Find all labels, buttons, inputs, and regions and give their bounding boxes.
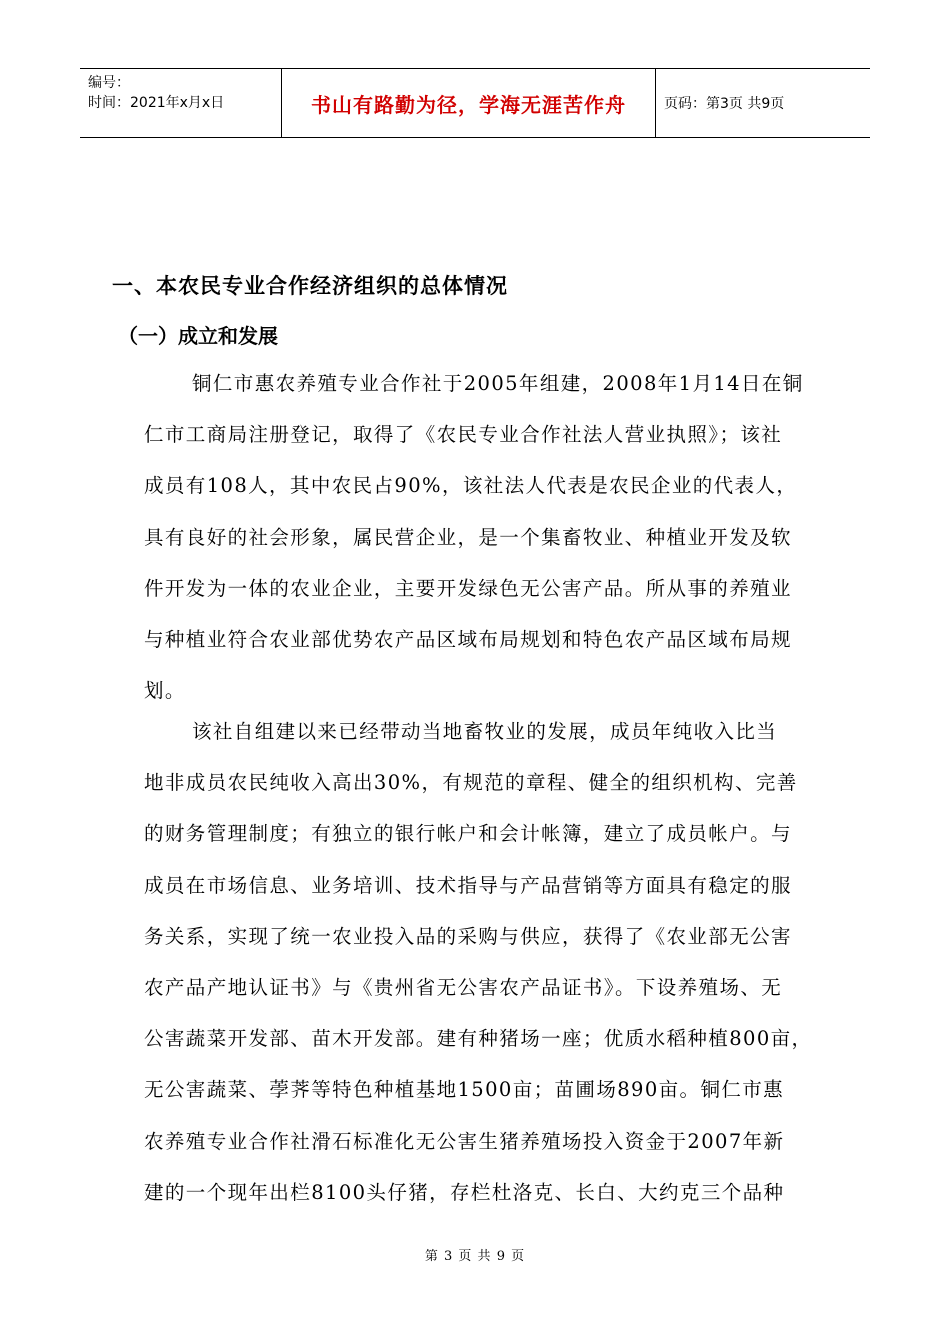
paragraph-line: 地非成员农民纯收入高出30%，有规范的章程、健全的组织机构、完善 [144, 771, 798, 795]
paragraph-line: 成员在市场信息、业务培训、技术指导与产品营销等方面具有稳定的服 [144, 873, 792, 897]
paragraph-line: 农产品产地认证书》与《贵州省无公害农产品证书》。下设养殖场、无 [144, 976, 783, 1000]
paragraph-line: 无公害蔬菜、荸荠等特色种植基地1500亩；苗圃场890亩。铜仁市惠 [144, 1078, 785, 1102]
section-heading: 一、本农民专业合作经济组织的总体情况 [112, 274, 508, 298]
paragraph-line: 的财务管理制度；有独立的银行帐户和会计帐簿，建立了成员帐户。与 [144, 822, 792, 846]
page-footer: 第 3 页 共 9 页 [424, 1249, 526, 1264]
header-page-cell [656, 69, 870, 137]
paragraph-development [144, 706, 844, 1218]
paragraph-line: 该社自组建以来已经带动当地畜牧业的发展，成员年纯收入比当 [192, 720, 778, 743]
header-meta-cell [80, 69, 282, 137]
paragraph-line: 公害蔬菜开发部、苗木开发部。建有种猪场一座；优质水稻种植800亩， [144, 1027, 813, 1051]
header-table [80, 68, 870, 138]
paragraph-line: 与种植业符合农业部优势农产品区域布局规划和特色农产品区域布局规 [144, 628, 792, 652]
paragraph-line: 成员有108人，其中农民占90%，该社法人代表是农民企业的代表人， [144, 474, 798, 498]
time-label: 时间：2021年x月x日 [88, 95, 225, 111]
number-label: 编号： [88, 75, 130, 91]
page-code: 页码：第3页 共9页 [664, 96, 785, 112]
paragraph-establishment [144, 358, 844, 716]
paragraph-line: 划。 [144, 679, 186, 703]
paragraph-line: 务关系，实现了统一农业投入品的采购与供应，获得了《农业部无公害 [144, 924, 792, 948]
header-motto-cell [282, 69, 656, 137]
subsection-heading: （一）成立和发展 [118, 324, 278, 348]
motto-text: 书山有路勤为径，学海无涯苦作舟 [311, 92, 626, 117]
paragraph-line: 建的一个现年出栏8100头仔猪，存栏杜洛克、长白、大约克三个品种 [144, 1180, 785, 1204]
paragraph-line: 农养殖专业合作社滑石标准化无公害生猪养殖场投入资金于2007年新 [144, 1129, 785, 1153]
paragraph-line: 铜仁市惠农养殖专业合作社于2005年组建，2008年1月14日在铜 [192, 372, 804, 395]
paragraph-line: 件开发为一体的农业企业，主要开发绿色无公害产品。所从事的养殖业 [144, 576, 792, 600]
paragraph-line: 具有良好的社会形象，属民营企业，是一个集畜牧业、种植业开发及软 [144, 525, 792, 549]
paragraph-line: 仁市工商局注册登记，取得了《农民专业合作社法人营业执照》；该社 [144, 423, 783, 447]
